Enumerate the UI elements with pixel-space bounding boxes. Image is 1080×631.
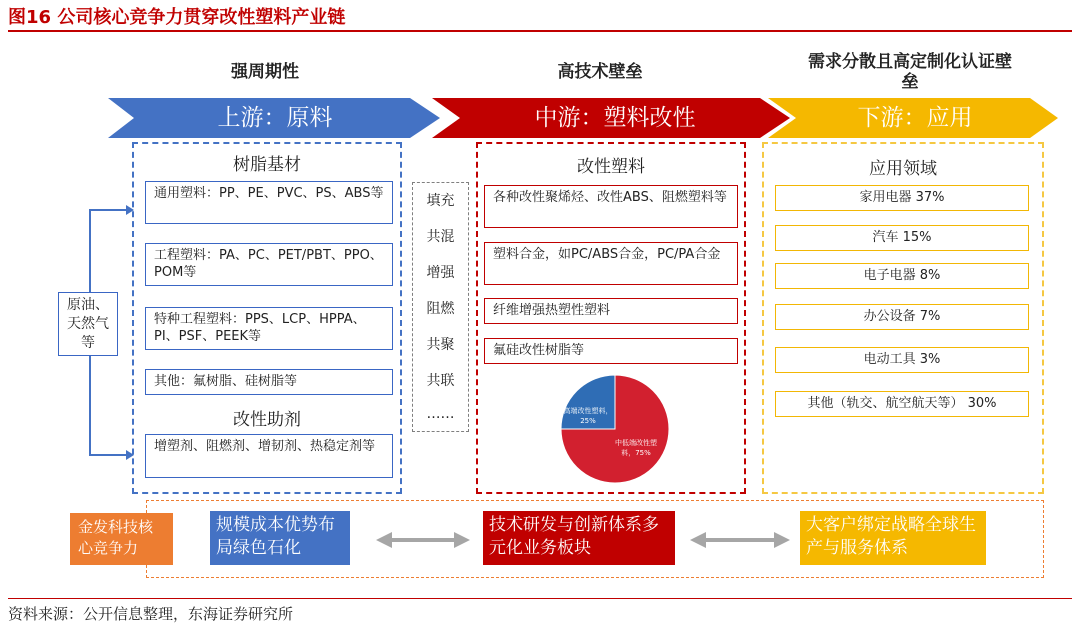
modified-item: 纤维增强热塑性塑料 xyxy=(484,298,738,324)
additive-title: 改性助剂 xyxy=(233,410,301,430)
process-crosslink: 共联 xyxy=(426,373,455,389)
downstream-arrow-label: 下游：应用 xyxy=(857,105,973,131)
application-item: 家用电器 37% xyxy=(775,185,1029,211)
modified-item: 氟硅改性树脂等 xyxy=(484,338,738,364)
application-item: 电动工具 3% xyxy=(775,347,1029,373)
process-copolymer: 共聚 xyxy=(426,337,455,353)
application-title: 应用领域 xyxy=(869,159,937,179)
pie-label-high-end: 高端改性塑料，25% xyxy=(563,407,613,425)
modified-item: 塑料合金，如PC/ABS合金，PC/PA合金 xyxy=(484,242,738,285)
figure-title: 图16 公司核心竞争力贯穿改性塑料产业链 xyxy=(8,7,346,28)
process-flame-retard: 阻燃 xyxy=(426,301,455,317)
application-item: 汽车 15% xyxy=(775,225,1029,251)
upstream-arrow-label: 上游：原料 xyxy=(217,105,333,131)
process-reinforce: 增强 xyxy=(426,265,455,281)
process-ellipsis: …… xyxy=(426,406,455,422)
upstream-header: 强周期性 xyxy=(231,62,299,82)
competitiveness-label: 金发科技核心竞争力 xyxy=(70,513,173,565)
process-fill: 填充 xyxy=(426,193,455,209)
midstream-advantage: 技术研发与创新体系多元化业务板块 xyxy=(483,511,675,565)
raw-material-box: 原油、天然气等 xyxy=(58,292,118,356)
downstream-header: 需求分散且高定制化认证壁垒 xyxy=(808,52,1012,92)
application-item: 办公设备 7% xyxy=(775,304,1029,330)
upstream-advantage: 规模成本优势布局绿色石化 xyxy=(210,511,350,565)
pie-label-mid-low-end: 中低端改性塑料，75% xyxy=(615,439,657,457)
resin-item: 通用塑料：PP、PE、PVC、PS、ABS等 xyxy=(145,181,393,224)
application-item: 电子电器 8% xyxy=(775,263,1029,289)
downstream-advantage: 大客户绑定战略全球生产与服务体系 xyxy=(800,511,986,565)
midstream-arrow-label: 中游：塑料改性 xyxy=(534,105,696,131)
resin-item: 特种工程塑料：PPS、LCP、HPPA、PI、PSF、PEEK等 xyxy=(145,307,393,350)
source-note: 资料来源：公开信息整理，东海证券研究所 xyxy=(8,605,294,623)
process-blend: 共混 xyxy=(426,229,455,245)
pie-chart xyxy=(560,374,670,484)
resin-item: 其他：氟树脂、硅树脂等 xyxy=(145,369,393,395)
application-item: 其他（轨交、航空航天等） 30% xyxy=(775,391,1029,417)
midstream-header: 高技术壁垒 xyxy=(557,62,643,82)
source-rule xyxy=(8,598,1072,599)
resin-item: 工程塑料：PA、PC、PET/PBT、PPO、POM等 xyxy=(145,243,393,286)
modified-item: 各种改性聚烯烃、改性ABS、阻燃塑料等 xyxy=(484,185,738,228)
modified-plastics-title: 改性塑料 xyxy=(577,157,645,177)
additive-item: 增塑剂、阻燃剂、增韧剂、热稳定剂等 xyxy=(145,434,393,478)
resin-title: 树脂基材 xyxy=(233,155,301,175)
